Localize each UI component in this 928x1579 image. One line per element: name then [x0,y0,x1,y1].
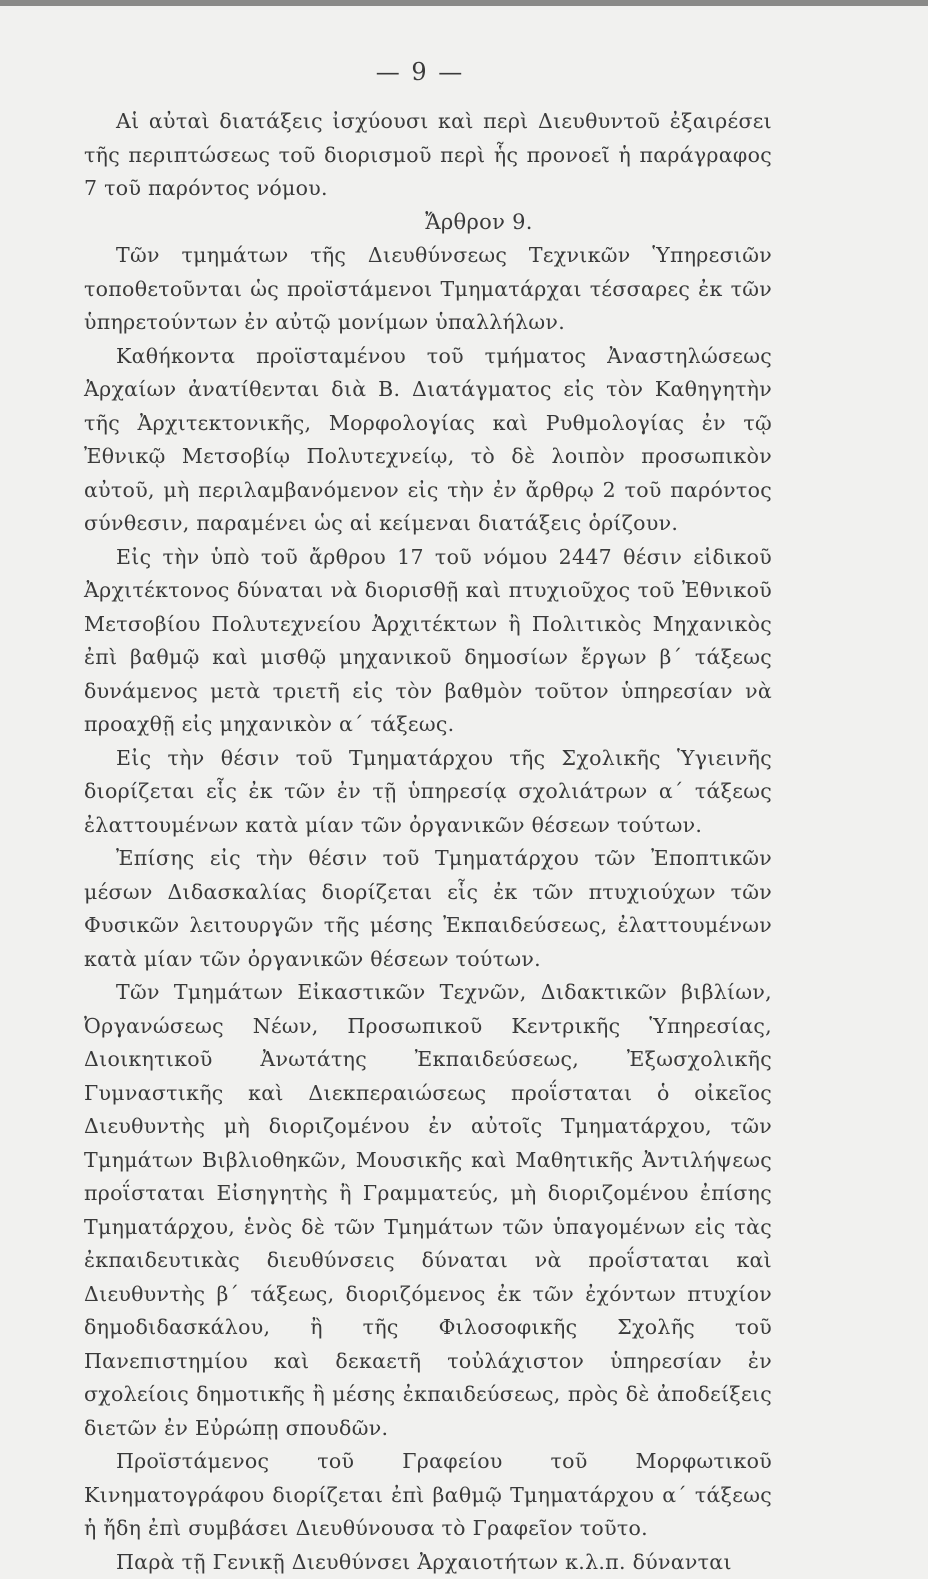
paragraph: Τῶν Τμημάτων Εἰκαστικῶν Τεχνῶν, Διδακτικῶν βιβλίων, Ὀργανώσεως Νέων, Προσωπικοῦ Κεντρικῆς Ὑπηρεσίας, Διοικητικοῦ Ἀνωτάτης Ἐκπαιδεύσεως, Ἐξωσχολικῆς Γυμναστικῆς καὶ Διεκπεραιώσεως προΐσταται ὁ οἰκεῖος Διευθυντὴς μὴ διοριζομένου ἐν αὐτοῖς Τμηματάρχου, τῶν Τμημάτων Βιβλιοθηκῶν, Μουσικῆς καὶ Μαθητικῆς Ἀντιλήψεως προΐσταται Εἰσηγητὴς ἢ Γραμματεύς, μὴ διοριζομένου ἐπίσης Τμηματάρχου, ἑνὸς δὲ τῶν Τμημάτων τῶν ὑπαγομένων εἰς τὰς ἐκπαιδευτικὰς διευθύνσεις δύναται νὰ προΐσταται καὶ Διευθυντὴς β΄ τάξεως, διοριζόμενος ἐκ τῶν ἐχόντων πτυχίον δημοδιδασκάλου, ἢ τῆς Φιλοσοφικῆς Σχολῆς τοῦ Πανεπιστημίου καὶ δεκαετῆ τοὐλάχιστον ὑπηρεσίαν ἐν σχολείοις δημοτικῆς ἢ μέσης ἐκπαιδεύσεως, πρὸς δὲ ἀποδείξεις διετῶν ἐν Εὐρώπῃ σπουδῶν. [84,976,772,1445]
top-border [0,0,928,6]
paragraph: Ἐπίσης εἰς τὴν θέσιν τοῦ Τμηματάρχου τῶν Ἐποπτικῶν μέσων Διδασκαλίας διορίζεται εἷς ἐκ τῶν πτυχιούχων τῶν Φυσικῶν λειτουργῶν τῆς μέσης Ἐκπαιδεύσεως, ἐλαττουμένων κατὰ μίαν τῶν ὀργανικῶν θέσεων τούτων. [84,842,772,976]
paragraph: Εἰς τὴν θέσιν τοῦ Τμηματάρχου τῆς Σχολικῆς Ὑγιεινῆς διορίζεται εἷς ἐκ τῶν ἐν τῇ ὑπηρεσίᾳ σχολιάτρων α΄ τάξεως ἐλαττουμένων κατὰ μίαν τῶν ὀργανικῶν θέσεων τούτων. [84,742,772,843]
page-number: — 9 — [0,58,840,86]
paragraph: Τῶν τμημάτων τῆς Διευθύνσεως Τεχνικῶν Ὑπηρεσιῶν τοποθετοῦνται ὡς προϊστάμενοι Τμηματάρχαι τέσσαρες ἐκ τῶν ὑπηρετούντων ἐν αὐτῷ μονίμων ὑπαλλήλων. [84,239,772,340]
paragraph: Προϊστάμενος τοῦ Γραφείου τοῦ Μορφωτικοῦ Κινηματογράφου διορίζεται ἐπὶ βαθμῷ Τμηματάρχου α΄ τάξεως ἡ ἤδη ἐπὶ συμβάσει Διευθύνουσα τὸ Γραφεῖον τοῦτο. [84,1445,772,1546]
paragraph: Εἰς τὴν ὑπὸ τοῦ ἄρθρου 17 τοῦ νόμου 2447 θέσιν εἰδικοῦ Ἀρχιτέκτονος δύναται νὰ διορισθῇ καὶ πτυχιοῦχος τοῦ Ἐθνικοῦ Μετσοβίου Πολυτεχνείου Ἀρχιτέκτων ἢ Πολιτικὸς Μηχανικὸς ἐπὶ βαθμῷ καὶ μισθῷ μηχανικοῦ δημοσίων ἔργων β΄ τάξεως δυνάμενος μετὰ τριετῆ εἰς τὸν βαθμὸν τοῦτον ὑπηρεσίαν νὰ προαχθῇ εἰς μηχανικὸν α΄ τάξεως. [84,541,772,742]
document-body [84,105,772,1579]
article-heading: Ἄρθρον 9. [84,206,772,240]
paragraph: Παρὰ τῇ Γενικῇ Διευθύνσει Ἀρχαιοτήτων κ.λ.π. δύνανται [84,1546,772,1579]
paragraph: Αἱ αὐταὶ διατάξεις ἰσχύουσι καὶ περὶ Διευθυντοῦ ἐξαιρέσει τῆς περιπτώσεως τοῦ διορισμοῦ περὶ ἧς προνοεῖ ἡ παράγραφος 7 τοῦ παρόντος νόμου. [84,105,772,206]
paragraph: Καθήκοντα προϊσταμένου τοῦ τμήματος Ἀναστηλώσεως Ἀρχαίων ἀνατίθενται διὰ Β. Διατάγματος εἰς τὸν Καθηγητὴν τῆς Ἀρχιτεκτονικῆς, Μορφολογίας καὶ Ρυθμολογίας ἐν τῷ Ἐθνικῷ Μετσοβίῳ Πολυτεχνείῳ, τὸ δὲ λοιπὸν προσωπικὸν αὐτοῦ, μὴ περιλαμβανόμενον εἰς τὴν ἐν ἄρθρῳ 2 τοῦ παρόντος σύνθεσιν, παραμένει ὡς αἱ κείμεναι διατάξεις ὁρίζουν. [84,340,772,541]
